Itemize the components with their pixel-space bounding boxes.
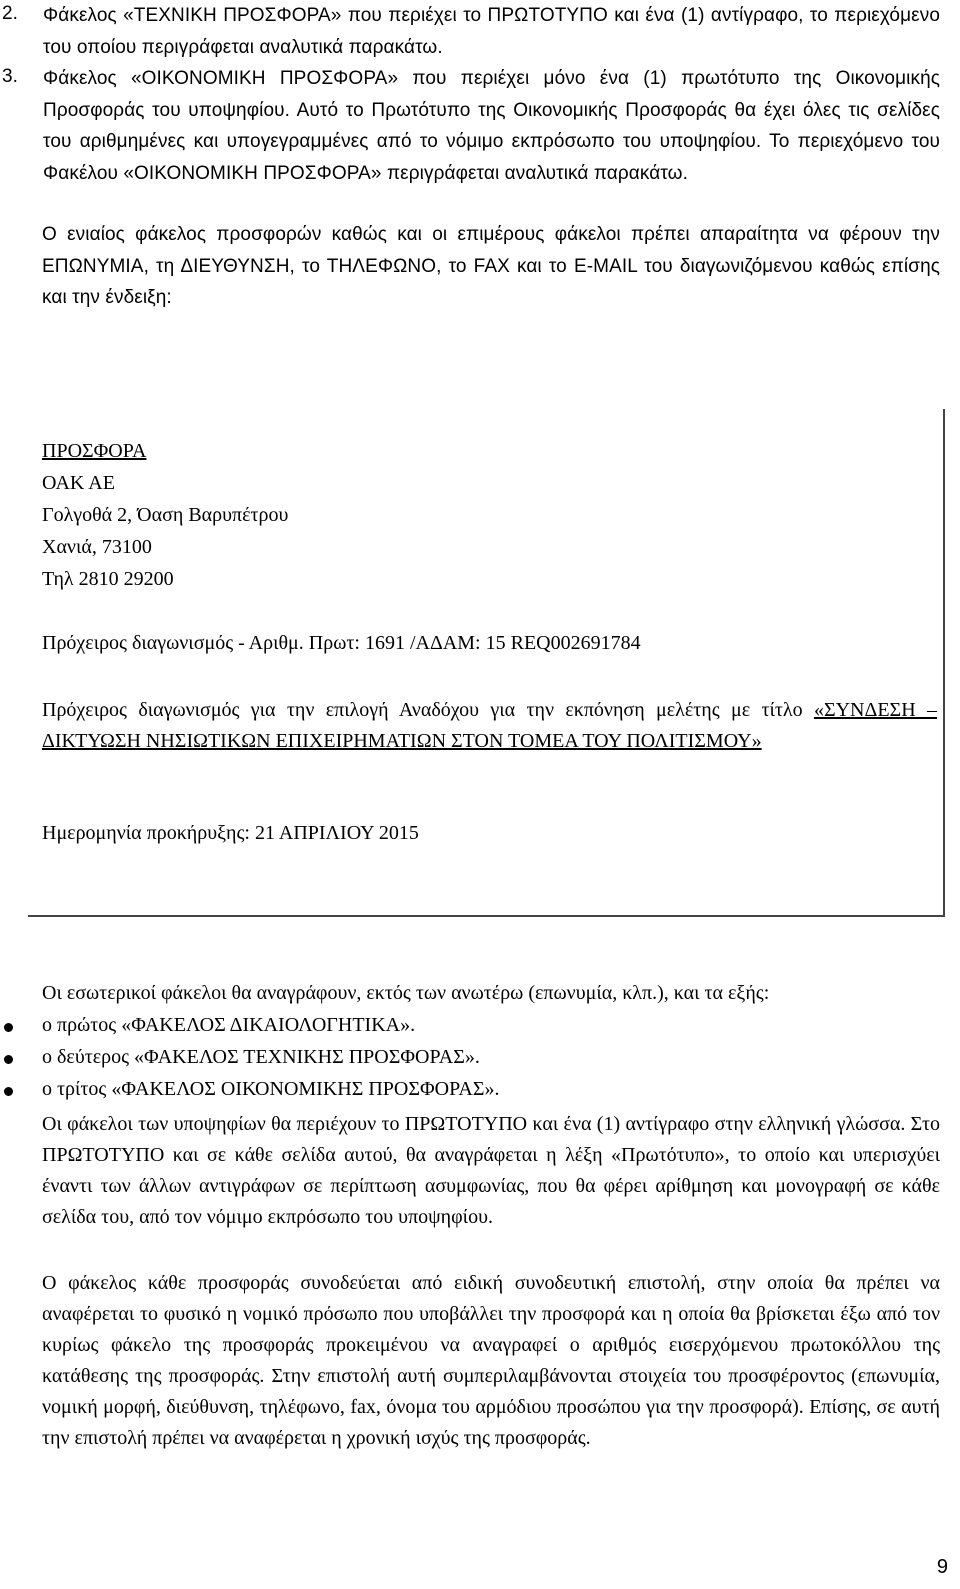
paragraph-original: Οι φάκελοι των υποψηφίων θα περιέχουν το ΠΡΩΤΟΤΥΠΟ και ένα (1) αντίγραφο στην ελληνική γλώσσα. Στο ΠΡΩΤΟΤΥΠΟ και σε κάθε σελίδα αυτού, θα αναγράφεται η λέξη «Πρωτότυπο», το οποίο και υπερισχύει έναντι των άλλων αντιγράφων σε περίπτωση ασυμφωνίας, που θα φέρει αρίθμηση και μονογραφή σε κάθε σελίδα του, από τον νόμιμο εκπρόσωπο του υποψηφίου. [42,1113,940,1228]
tender-description [42,695,937,757]
company-address: Γολγοθά 2, Όαση Βαρυπέτρου [42,504,289,526]
list-text: Φάκελος «ΟΙΚΟΝΟΜΙΚΗ ΠΡΟΣΦΟΡΑ» που περιέχει μόνο ένα (1) πρωτότυπο της Οικονομικής Προσφοράς του υποψηφίου. Αυτό το Πρωτότυπο της Οικονομικής Προσφοράς θα έχει όλες τις σελίδες του αριθμημένες και υπογεγραμμένες από το νόμιμο εκπρόσωπο του υποψηφίου. Το περιεχόμενο του Φακέλου «ΟΙΚΟΝΟΜΙΚΗ ΠΡΟΣΦΟΡΑ» περιγράφεται αναλυτικά παρακάτω. [43,68,940,184]
list-number: 3. [2,66,18,87]
company-name: ΟΑΚ ΑΕ [42,472,115,494]
bullet-icon [4,1055,13,1064]
company-phone: Τηλ 2810 29200 [42,568,174,590]
list-item: ο δεύτερος «ΦΑΚΕΛΟΣ ΤΕΧΝΙΚΗΣ ΠΡΟΣΦΟΡΑΣ». [42,1046,480,1068]
tender-title: «ΣΥΝΔΕΣΗ – ΔΙΚΤΥΩΣΗ ΝΗΣΙΩΤΙΚΩΝ ΕΠΙΧΕΙΡΗΜΑΤΙΩΝ ΣΤΟΝ ΤΟΜΕΑ ΤΟΥ ΠΟΛΙΤΙΣΜΟΥ» [42,699,937,752]
tender-reference: Πρόχειρος διαγωνισμός - Αριθμ. Πρωτ: 1691 /ΑΔΑΜ: 15 REQ002691784 [42,632,641,654]
announcement-date: Ημερομηνία προκήρυξης: 21 ΑΠΡΙΛΙΟΥ 2015 [42,822,419,844]
paragraph-cover-letter: Ο φάκελος κάθε προσφοράς συνοδεύεται από ειδική συνοδευτική επιστολή, στην οποία θα πρέπει να αναφέρεται το φυσικό η νομικό πρόσωπο που υποβάλλει την προσφορά και η οποία θα βρίσκεται έξω από τον κυρίως φάκελο της προσφοράς προκειμένου να αναγραφεί ο αριθμός εισερχόμενου πρωτοκόλλου της κατάθεσης της προσφοράς. Στην επιστολή αυτή συμπεριλαμβάνονται στοιχεία του προσφέροντος (επωνυμία, νομική μορφή, διεύθυνση, τηλέφωνο, fax, όνομα του αρμόδιου προσώπου για την προσφορά). Επίσης, σε αυτή την επιστολή πρέπει να αναφέρεται η χρονική ισχύς της προσφοράς. [42,1272,940,1449]
envelope-intro-paragraph: Ο ενιαίος φάκελος προσφορών καθώς και οι επιμέρους φάκελοι πρέπει απαραίτητα να φέρουν την ΕΠΩΝΥΜΙΑ, τη ΔΙΕΥΘΥΝΣΗ, το ΤΗΛΕΦΩΝΟ, το FAX και το E-MAIL του διαγωνιζόμενου καθώς επίσης και την ένδειξη: [42,224,940,308]
bullet-icon [4,1023,13,1032]
bullet-icon [4,1087,13,1096]
list-item: ο πρώτος «ΦΑΚΕΛΟΣ ΔΙΚΑΙΟΛΟΓΗΤΙΚΑ». [42,1014,416,1036]
list-item: ο τρίτος «ΦΑΚΕΛΟΣ ΟΙΚΟΝΟΜΙΚΗΣ ΠΡΟΣΦΟΡΑΣ». [42,1078,500,1100]
inner-envelopes-intro: Οι εσωτερικοί φάκελοι θα αναγράφουν, εκτός των ανωτέρω (επωνυμία, κλπ.), και τα εξής: [42,982,770,1004]
company-city: Χανιά, 73100 [42,536,152,558]
offer-heading: ΠΡΟΣΦΟΡΑ [42,440,147,462]
list-text: Φάκελος «ΤΕΧΝΙΚΗ ΠΡΟΣΦΟΡΑ» που περιέχει το ΠΡΩΤΟΤΥΠΟ και ένα (1) αντίγραφο, το περιεχόμενο του οποίου περιγράφεται αναλυτικά παρακάτω. [43,5,940,58]
tender-description-prefix: Πρόχειρος διαγωνισμός για την επιλογή Αναδόχου για την εκπόνηση μελέτης με τίτλο [42,699,803,721]
page-number: 9 [936,1556,948,1578]
list-number: 2. [2,3,18,24]
